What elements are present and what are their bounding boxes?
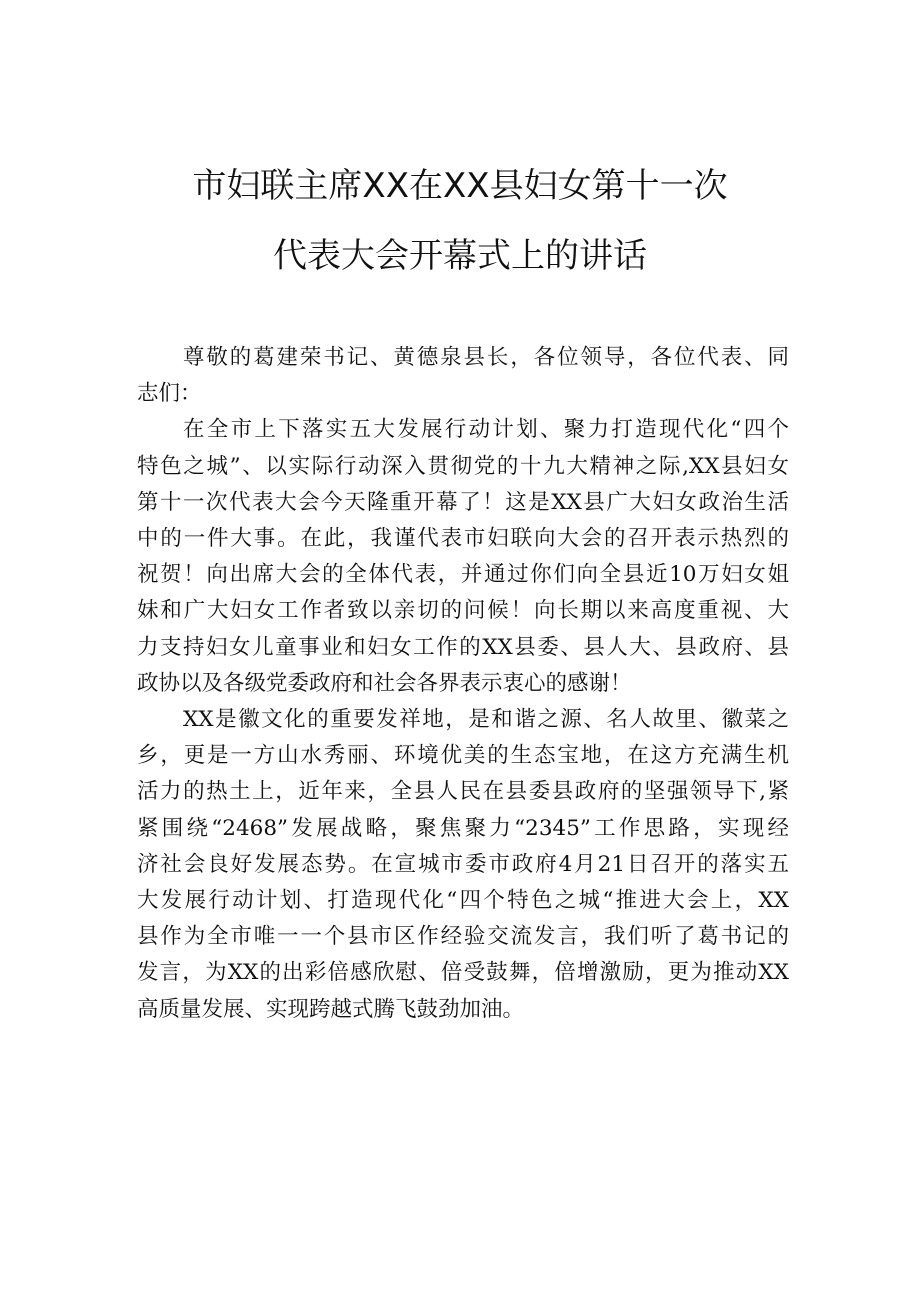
document-title-line-2: 代表大会开幕式上的讲话 <box>273 236 647 276</box>
paragraph-salutation <box>137 340 789 412</box>
text-line: 第十一次代表大会今天隆重开幕了！这是XX县广大妇女政治生活 <box>137 489 789 515</box>
document-title-line-1: 市妇联主席XX在XX县妇女第十一次 <box>192 166 728 206</box>
text-line: 高质量发展、实现跨越式腾飞鼓劲加油。 <box>137 996 525 1022</box>
text-line: 县作为全市唯一一个县市区作经验交流发言，我们听了葛书记的 <box>137 924 789 950</box>
text-line: 力支持妇女儿童事业和妇女工作的XX县委、县人大、县政府、县 <box>137 634 789 660</box>
text-line: 志们： <box>137 381 202 407</box>
text-line: XX是徽文化的重要发祥地，是和谐之源、名人故里、徽菜之 <box>183 707 789 733</box>
text-line: 在全市上下落实五大发展行动计划、聚力打造现代化“四个 <box>183 417 789 443</box>
text-line: 特色之城”、以实际行动深入贯彻党的十九大精神之际,XX县妇女 <box>137 453 789 479</box>
text-line: 祝贺！向出席大会的全体代表，并通过你们向全县近10万妇女姐 <box>137 562 789 588</box>
text-line: 乡，更是一方山水秀丽、环境优美的生态宝地，在这方充满生机 <box>137 743 789 769</box>
document-body <box>137 340 789 1028</box>
text-line: 中的一件大事。在此，我谨代表市妇联向大会的召开表示热烈的 <box>137 526 789 552</box>
text-line: 妹和广大妇女工作者致以亲切的问候！向长期以来高度重视、大 <box>137 598 789 624</box>
text-line: 政协以及各级党委政府和社会各界表示衷心的感谢！ <box>137 670 632 696</box>
text-line: 活力的热土上，近年来，全县人民在县委县政府的坚强领导下,紧 <box>137 779 789 805</box>
text-line: 大发展行动计划、打造现代化“四个特色之城“推进大会上，XX <box>137 888 789 914</box>
text-line: 济社会良好发展态势。在宣城市委市政府4月21日召开的落实五 <box>137 851 789 877</box>
text-line: 紧围绕“2468”发展战略，聚焦聚力“2345”工作思路，实现经 <box>137 815 789 841</box>
text-line: 发言，为XX的出彩倍感欣慰、倍受鼓舞，倍增激励，更为推动XX <box>137 960 789 986</box>
paragraph-opening <box>137 412 789 702</box>
paragraph-county-intro <box>137 702 789 1028</box>
text-line: 尊敬的葛建荣书记、黄德泉县长，各位领导，各位代表、同 <box>183 345 789 370</box>
